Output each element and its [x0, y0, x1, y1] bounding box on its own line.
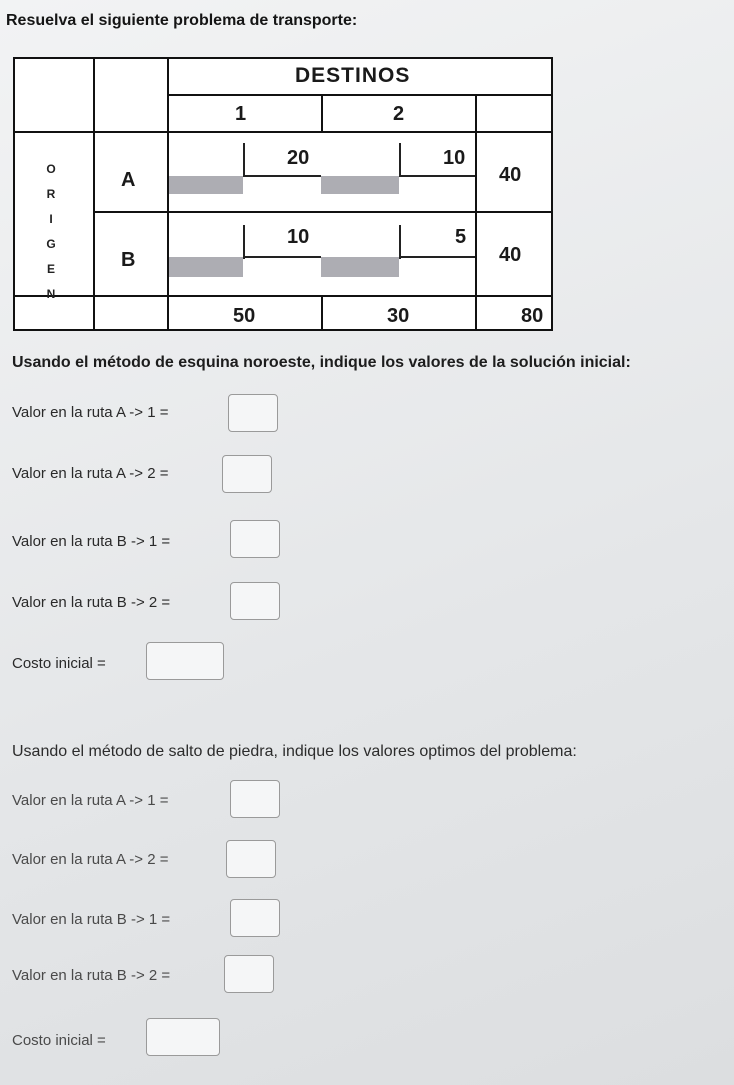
origin-b-label: B: [121, 249, 136, 271]
s1-answer-a1-input[interactable]: [228, 394, 278, 432]
s2-question-a1: Valor en la ruta A -> 1 =: [12, 792, 169, 809]
s2-answer-a2-input[interactable]: [226, 840, 276, 878]
section1-heading: Usando el método de esquina noroeste, indique los valores de la solución inicial:: [12, 354, 631, 371]
cell-b1-allocation: [169, 257, 243, 277]
s2-answer-a1-input[interactable]: [230, 780, 280, 818]
total-supply-demand: 80: [521, 305, 544, 327]
s1-answer-a2-input[interactable]: [222, 455, 272, 493]
s1-question-cost: Costo inicial =: [12, 655, 106, 672]
cost-b2: 5: [455, 226, 467, 248]
s2-question-a2: Valor en la ruta A -> 2 =: [12, 851, 169, 868]
s1-answer-b2-input[interactable]: [230, 582, 280, 620]
s2-answer-b2-input[interactable]: [224, 955, 274, 993]
s2-question-b2: Valor en la ruta B -> 2 =: [12, 967, 171, 984]
supply-b: 40: [499, 244, 522, 266]
s1-question-a2: Valor en la ruta A -> 2 =: [12, 465, 169, 482]
cell-a1-allocation: [169, 176, 243, 194]
cost-a2: 10: [443, 147, 466, 169]
destinations-header: DESTINOS: [295, 64, 411, 87]
cell-b2-allocation: [321, 257, 399, 277]
cell-a2-allocation: [321, 176, 399, 194]
destination-2-label: 2: [393, 103, 405, 125]
cost-a1: 20: [287, 147, 310, 169]
s2-question-b1: Valor en la ruta B -> 1 =: [12, 911, 171, 928]
s1-question-b1: Valor en la ruta B -> 1 =: [12, 533, 171, 550]
cost-b1: 10: [287, 226, 310, 248]
destination-1-label: 1: [235, 103, 247, 125]
s2-answer-cost-input[interactable]: [146, 1018, 220, 1056]
s2-answer-b1-input[interactable]: [230, 899, 280, 937]
s1-answer-b1-input[interactable]: [230, 520, 280, 558]
origin-vertical-label: O R I G E N: [46, 162, 56, 301]
origin-a-label: A: [121, 169, 136, 191]
s1-answer-cost-input[interactable]: [146, 642, 224, 680]
problem-title: Resuelva el siguiente problema de transporte:: [6, 12, 358, 29]
section2-heading: Usando el método de salto de piedra, indique los valores optimos del problema:: [12, 743, 577, 760]
demand-1: 50: [233, 305, 256, 327]
supply-a: 40: [499, 164, 522, 186]
transport-table: [13, 57, 553, 331]
s1-question-a1: Valor en la ruta A -> 1 =: [12, 404, 169, 421]
s1-question-b2: Valor en la ruta B -> 2 =: [12, 594, 171, 611]
s2-question-cost: Costo inicial =: [12, 1032, 106, 1049]
demand-2: 30: [387, 305, 410, 327]
